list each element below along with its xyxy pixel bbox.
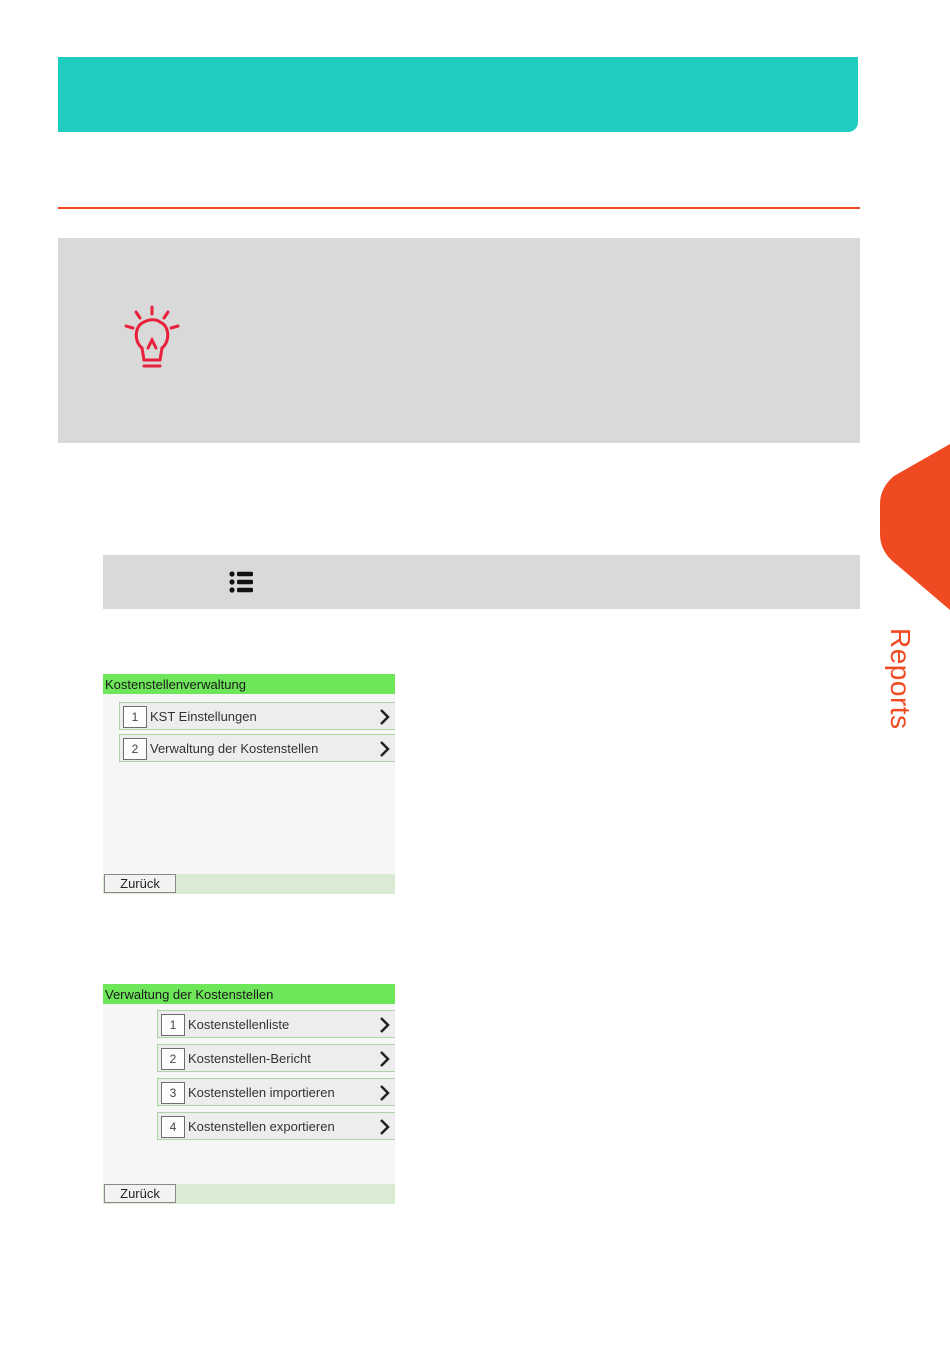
screen-title: Kostenstellenverwaltung: [103, 674, 395, 694]
item-label: Verwaltung der Kostenstellen: [150, 741, 319, 756]
item-number: 1: [161, 1014, 185, 1036]
chevron-right-icon: [377, 739, 391, 759]
menu-instruction-bar: [103, 555, 860, 609]
menu-item-kostenstellen-bericht[interactable]: [157, 1044, 395, 1072]
back-button[interactable]: Zurück: [104, 1184, 176, 1203]
item-label: Kostenstellen importieren: [188, 1085, 335, 1100]
chevron-right-icon: [377, 1015, 391, 1035]
back-button[interactable]: Zurück: [104, 874, 176, 893]
screen-footer: [103, 1184, 395, 1204]
menu-item-kostenstellenliste[interactable]: [157, 1010, 395, 1038]
item-label: Kostenstellenliste: [188, 1017, 290, 1032]
section-divider: [58, 207, 860, 209]
screen-kostenstellenverwaltung: [103, 674, 395, 894]
item-label: KST Einstellungen: [150, 709, 257, 724]
chevron-right-icon: [377, 707, 391, 727]
item-number: 2: [123, 738, 147, 760]
item-number: 2: [161, 1048, 185, 1070]
item-number: 3: [161, 1082, 185, 1104]
chevron-right-icon: [377, 1049, 391, 1069]
header-bar: [58, 57, 858, 132]
menu-item-kst-einstellungen[interactable]: [119, 702, 395, 730]
menu-item-kostenstellen-exportieren[interactable]: [157, 1112, 395, 1140]
side-tab-label: Reports: [885, 628, 916, 730]
item-number: 4: [161, 1116, 185, 1138]
screen-title: Verwaltung der Kostenstellen: [103, 984, 395, 1004]
lightbulb-icon: [122, 304, 182, 374]
screen-verwaltung-der-kostenstellen: [103, 984, 395, 1204]
item-label: Kostenstellen-Bericht: [188, 1051, 311, 1066]
side-tab: [880, 444, 950, 610]
screen-footer: [103, 874, 395, 894]
list-menu-icon: [229, 570, 255, 594]
item-label: Kostenstellen exportieren: [188, 1119, 335, 1134]
chevron-right-icon: [377, 1083, 391, 1103]
item-number: 1: [123, 706, 147, 728]
tip-box: [58, 238, 860, 443]
menu-item-verwaltung-der-kostenstellen[interactable]: [119, 734, 395, 762]
menu-item-kostenstellen-importieren[interactable]: [157, 1078, 395, 1106]
chevron-right-icon: [377, 1117, 391, 1137]
